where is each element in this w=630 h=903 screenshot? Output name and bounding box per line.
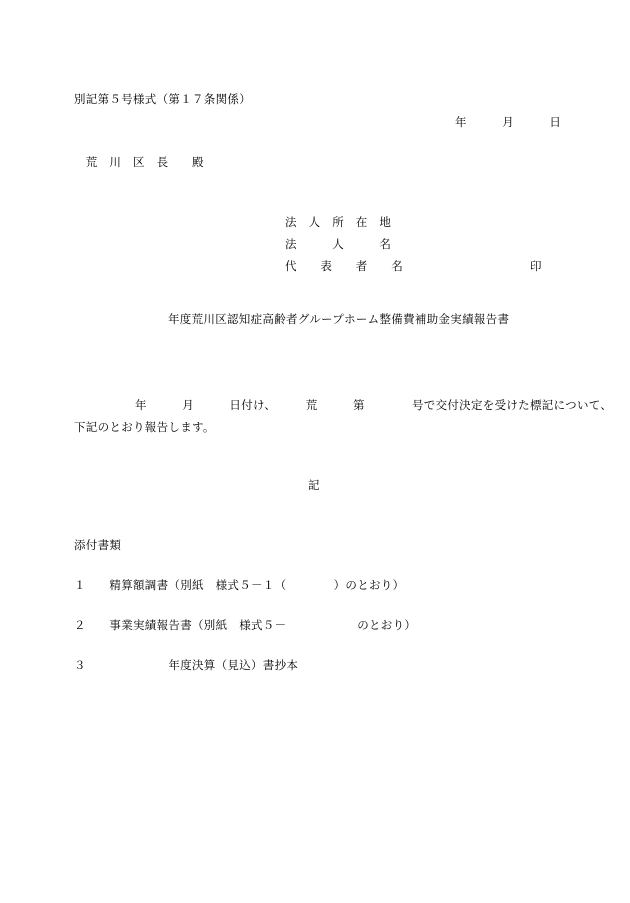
- attachment-item: ３ 年度決算（見込）書抄本: [74, 660, 299, 672]
- date-field: 年 月 日: [455, 117, 562, 129]
- body-paragraph-line-1: 年 月 日付け、 荒 第 号で交付決定を受けた標記について、: [135, 400, 613, 412]
- ki-mark: 記: [308, 480, 320, 492]
- attachment-item: ２ 事業実績報告書（別紙 様式５－ のとおり）: [74, 620, 417, 632]
- corporation-name-label: 法 人 名: [285, 239, 392, 251]
- body-paragraph-line-2: 下記のとおり報告します。: [74, 422, 215, 434]
- addressee: 荒 川 区 長 殿: [74, 157, 204, 169]
- page-title: 年度荒川区認知症高齢者グループホーム整備費補助金実績報告書: [168, 314, 510, 326]
- corporation-address-label: 法 人 所 在 地: [285, 217, 392, 229]
- seal-mark: 印: [530, 261, 542, 273]
- representative-name-label: 代 表 者 名: [285, 261, 403, 273]
- attachments-heading: 添付書類: [74, 540, 122, 552]
- form-number: 別記第５号様式（第１７条関係）: [74, 94, 251, 106]
- attachment-item: １ 精算額調書（別紙 様式５－１（ ）のとおり）: [74, 580, 405, 592]
